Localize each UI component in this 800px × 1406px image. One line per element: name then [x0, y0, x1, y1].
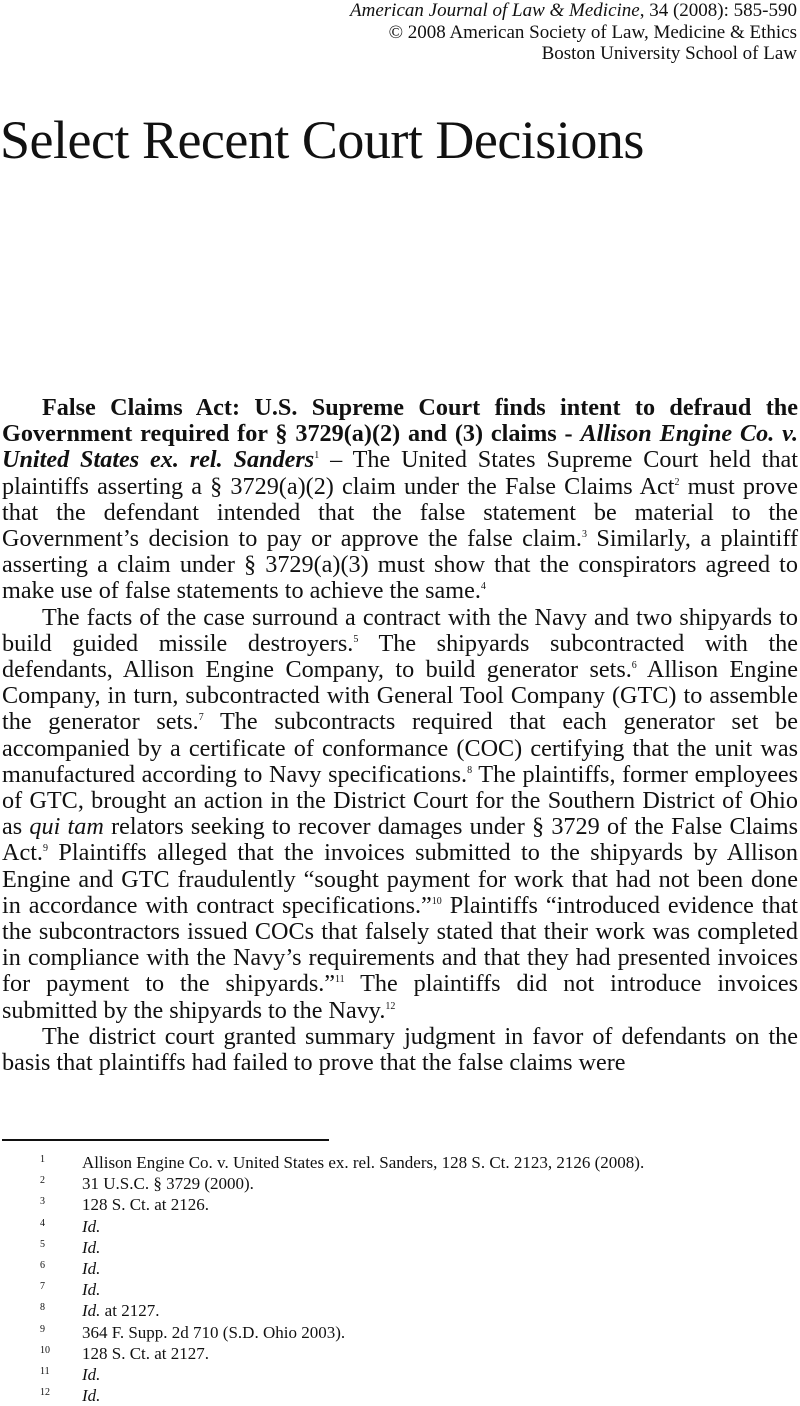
paragraph-text: relators seeking to recover damages under § 3729 of the False Claims Act.	[2, 813, 798, 867]
footnote-12	[40, 1385, 800, 1406]
footnote-9	[40, 1322, 800, 1343]
footnotes-list	[40, 1152, 800, 1406]
footnote-ref-8[interactable]: 8	[467, 764, 473, 776]
paragraph-text: must prove that the defendant intended that the false statement be material to the Government’s decision to pay or approve the false claim.	[2, 472, 798, 553]
paragraph-text: Plaintiffs alleged that the invoices submitted to the shipyards by Allison Engine and GTC fraudulently “sought payment for work that had not been done in accordance with contract specifications.”	[2, 839, 798, 919]
footnote-11	[40, 1364, 800, 1385]
footnote-ref-7[interactable]: 7	[198, 712, 204, 724]
footnote-number: 11	[40, 1366, 50, 1378]
paragraph-text: The plaintiffs, former employees of GTC, brought an action in the District Court for the Southern District of Ohio as	[2, 760, 798, 841]
paragraph-text: The plaintiffs did not introduce invoices submitted by the shipyards to the Navy.	[2, 970, 798, 1024]
footnote-number: 1	[40, 1154, 45, 1165]
paragraph-text: – The United States Supreme Court held that plaintiffs asserting a § 3729(a)(2) claim under the False Claims Act	[2, 446, 798, 500]
journal-name: American Journal of Law & Medicine	[350, 0, 640, 21]
paragraph-2	[2, 605, 798, 1024]
footnote-1	[40, 1152, 800, 1173]
footnote-ref-2[interactable]: 2	[674, 476, 680, 488]
footnote-ref-11[interactable]: 11	[335, 974, 345, 986]
footnote-10	[40, 1343, 800, 1364]
footnote-ref-9[interactable]: 9	[42, 843, 48, 855]
footnote-number: 4	[40, 1217, 45, 1229]
institution-line: Boston University School of Law	[541, 43, 797, 64]
footnote-text: Allison Engine Co. v. United States ex. rel. Sanders, 128 S. Ct. 2123, 2126 (2008).	[82, 1153, 645, 1172]
copyright-line: © 2008 American Society of Law, Medicine & Ethics	[388, 21, 797, 43]
footnote-8	[40, 1300, 800, 1321]
footnote-5	[40, 1237, 800, 1258]
footnote-3	[40, 1194, 800, 1215]
qui-tam-term: qui tam	[29, 813, 104, 841]
journal-header	[350, 0, 797, 65]
case-heading: False Claims Act: U.S. Supreme Court finds intent to defraud the Government required for § 3729(a)(2) and (3) claims -	[2, 394, 798, 448]
footnote-number: 8	[40, 1302, 45, 1314]
footnote-number: 12	[40, 1387, 50, 1399]
id-signal: Id.	[82, 1301, 101, 1321]
paragraph-text: Plaintiffs “introduced evidence that the subcontractors issued COCs that falsely stated that their work was completed in compliance with the Navy’s requirements and that they had presented invoices for payment to the shipyards.”	[2, 891, 798, 998]
id-signal: Id.	[82, 1365, 101, 1385]
footnote-number: 2	[40, 1175, 45, 1187]
case-name: Allison Engine Co. v. United States ex. rel. Sanders	[2, 420, 798, 474]
footnote-ref-3[interactable]: 3	[581, 529, 587, 541]
footnote-text: at 2127.	[100, 1301, 160, 1321]
footnote-text: 364 F. Supp. 2d 710 (S.D. Ohio 2003).	[82, 1322, 346, 1342]
footnote-ref-4[interactable]: 4	[480, 581, 486, 593]
paragraph-1	[2, 395, 798, 605]
id-signal: Id.	[82, 1280, 101, 1300]
footnote-ref-5[interactable]: 5	[353, 633, 359, 645]
footnote-ref-6[interactable]: 6	[631, 660, 637, 672]
footnote-ref-1[interactable]: 1	[314, 450, 320, 462]
footnote-text: 31 U.S.C. § 3729 (2000).	[82, 1174, 254, 1194]
id-signal: Id.	[82, 1237, 101, 1257]
footnote-number: 5	[40, 1238, 45, 1250]
footnote-divider	[2, 1139, 329, 1141]
footnote-text: 128 S. Ct. at 2127.	[82, 1343, 210, 1363]
paragraph-text: The facts of the case surround a contract with the Navy and two shipyards to build guided missile destroyers.	[2, 603, 798, 657]
paragraph-text: The subcontracts required that each generator set be accompanied by a certificate of conformance (COC) certifying that the unit was manufactured according to Navy specifications.	[2, 708, 798, 788]
footnote-number: 6	[40, 1260, 45, 1272]
footnote-ref-10[interactable]: 10	[431, 895, 442, 907]
paragraph-text: Similarly, a plaintiff asserting a claim under § 3729(a)(3) must show that the conspirators agreed to make use of false statements to achieve the same.	[2, 525, 798, 605]
footnote-ref-12[interactable]: 12	[385, 1000, 396, 1012]
footnote-number: 10	[40, 1344, 50, 1356]
footnote-6	[40, 1258, 800, 1279]
footnote-number: 7	[40, 1281, 45, 1293]
id-signal: Id.	[82, 1216, 101, 1236]
article-body	[2, 395, 798, 1076]
footnote-number: 3	[40, 1196, 45, 1208]
footnote-text: 128 S. Ct. at 2126.	[82, 1195, 210, 1215]
footnote-7	[40, 1279, 800, 1300]
id-signal: Id.	[82, 1259, 101, 1279]
journal-citation-line	[350, 0, 797, 22]
paragraph-3: The district court granted summary judgment in favor of defendants on the basis that plaintiffs had failed to prove that the false claims were	[2, 1022, 798, 1077]
page-title: Select Recent Court Decisions	[0, 110, 644, 170]
paragraph-text: Allison Engine Company, in turn, subcontracted with General Tool Company (GTC) to assemble the generator sets.	[2, 656, 798, 736]
paragraph-text: The shipyards subcontracted with the defendants, Allison Engine Company, to build generator sets.	[2, 629, 798, 684]
footnote-4	[40, 1216, 800, 1237]
journal-volume-pages: , 34 (2008): 585-590	[639, 0, 797, 21]
id-signal: Id.	[82, 1386, 101, 1406]
footnote-number: 9	[40, 1323, 45, 1335]
footnote-2	[40, 1173, 800, 1194]
